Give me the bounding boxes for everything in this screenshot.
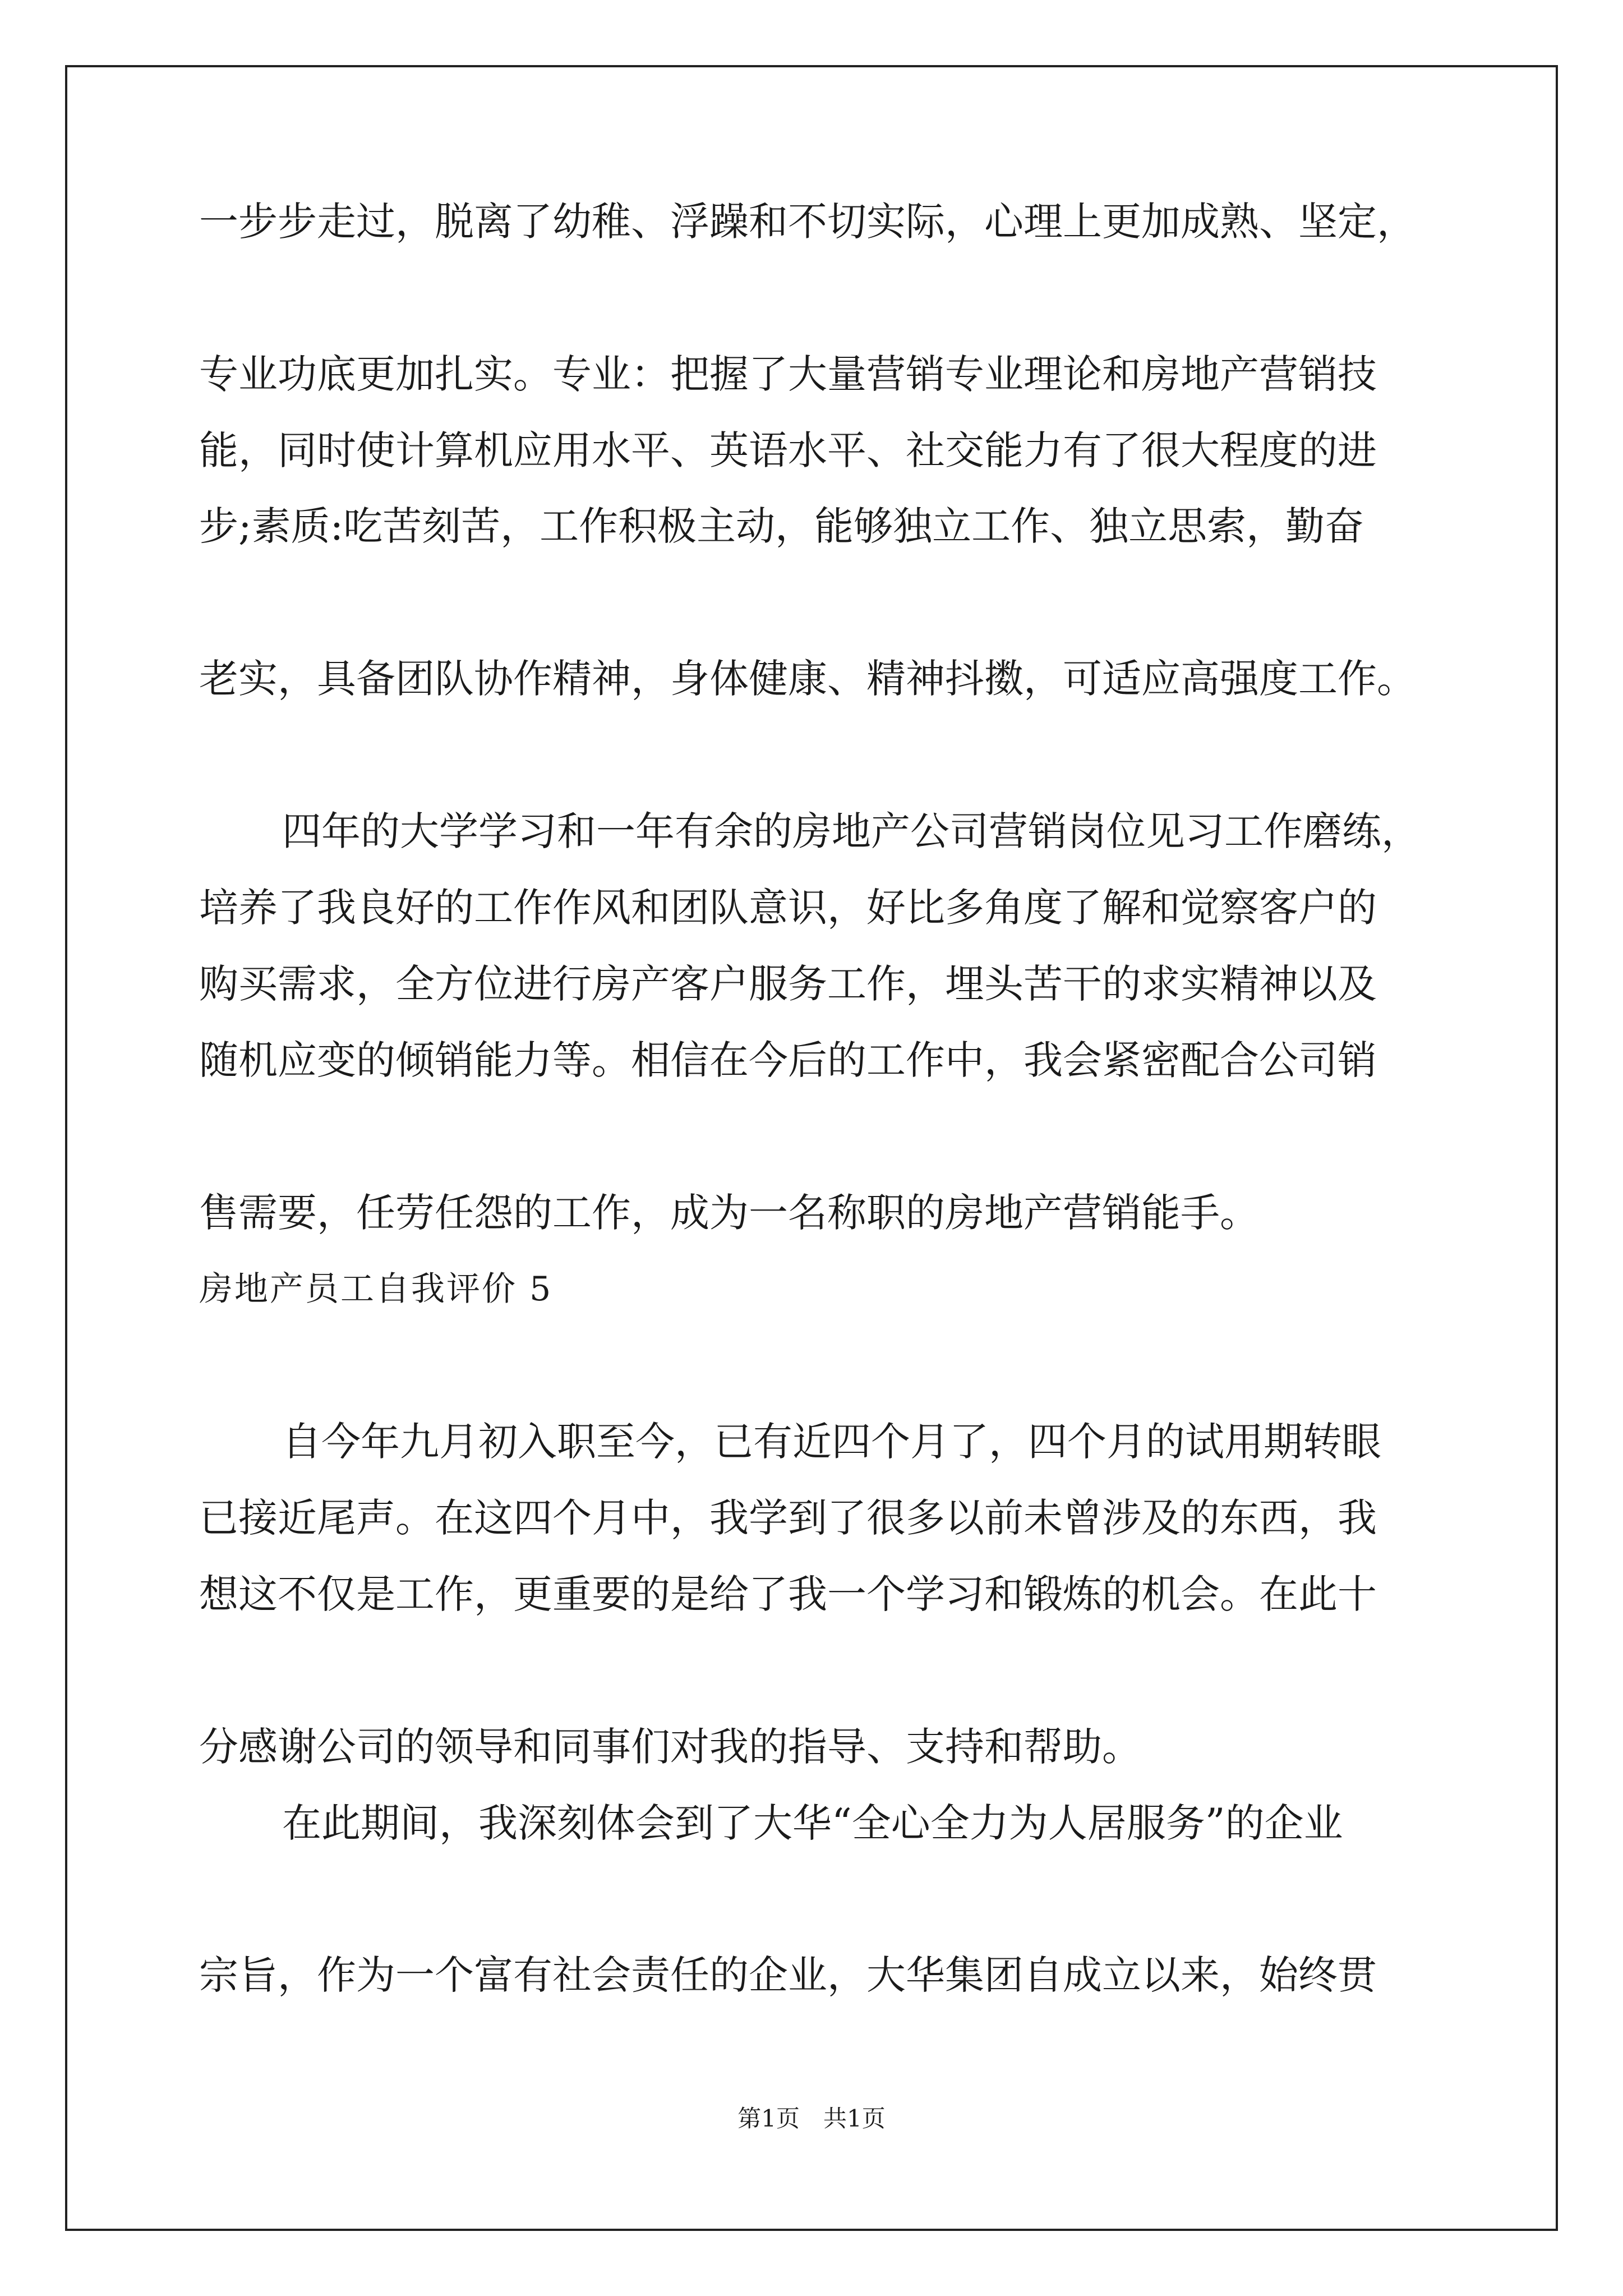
text-line: 售需要，任劳任怨的工作，成为一名称职的房地产营销能手。 bbox=[199, 1190, 1259, 1236]
text-line: 购买需求，全方位进行房产客户服务工作，埋头苦干的求实精神以及 bbox=[199, 961, 1377, 1007]
text-line: 想这不仅是工作，更重要的是给了我一个学习和锻炼的机会。在此十 bbox=[199, 1571, 1377, 1617]
section-heading: 房地产员工自我评价 5 bbox=[199, 1269, 553, 1309]
text-line: 随机应变的倾销能力等。相信在今后的工作中，我会紧密配合公司销 bbox=[199, 1037, 1377, 1083]
text-line: 一步步走过，脱离了幼稚、浮躁和不切实际，心理上更加成熟、坚定， bbox=[199, 199, 1416, 245]
text-line: 分感谢公司的领导和同事们对我的指导、支持和帮助。 bbox=[199, 1724, 1141, 1770]
paragraph-first-line: 在此期间，我深刻体会到了大华“全心全力为人居服务”的企业 bbox=[282, 1800, 1343, 1846]
text-line: 步;素质:吃苦刻苦，工作积极主动，能够独立工作、独立思索，勤奋 bbox=[199, 503, 1364, 549]
text-line: 老实，具备团队协作精神，身体健康、精神抖擞，可适应高强度工作。 bbox=[199, 656, 1416, 702]
text-line: 已接近尾声。在这四个月中，我学到了很多以前未曾涉及的东西，我 bbox=[199, 1495, 1377, 1541]
page-number: 第1页 共1页 bbox=[737, 2105, 886, 2132]
paragraph-first-line: 自今年九月初入职至今，已有近四个月了，四个月的试用期转眼 bbox=[282, 1419, 1381, 1465]
text-line: 专业功底更加扎实。专业：把握了大量营销专业理论和房地产营销技 bbox=[199, 351, 1377, 397]
text-line: 能，同时使计算机应用水平、英语水平、社交能力有了很大程度的进 bbox=[199, 427, 1377, 473]
text-line: 培养了我良好的工作作风和团队意识，好比多角度了解和觉察客户的 bbox=[199, 885, 1377, 931]
paragraph-first-line: 四年的大学学习和一年有余的房地产公司营销岗位见习工作磨练， bbox=[282, 808, 1421, 854]
text-line: 宗旨，作为一个富有社会责任的企业，大华集团自成立以来，始终贯 bbox=[199, 1952, 1377, 1998]
